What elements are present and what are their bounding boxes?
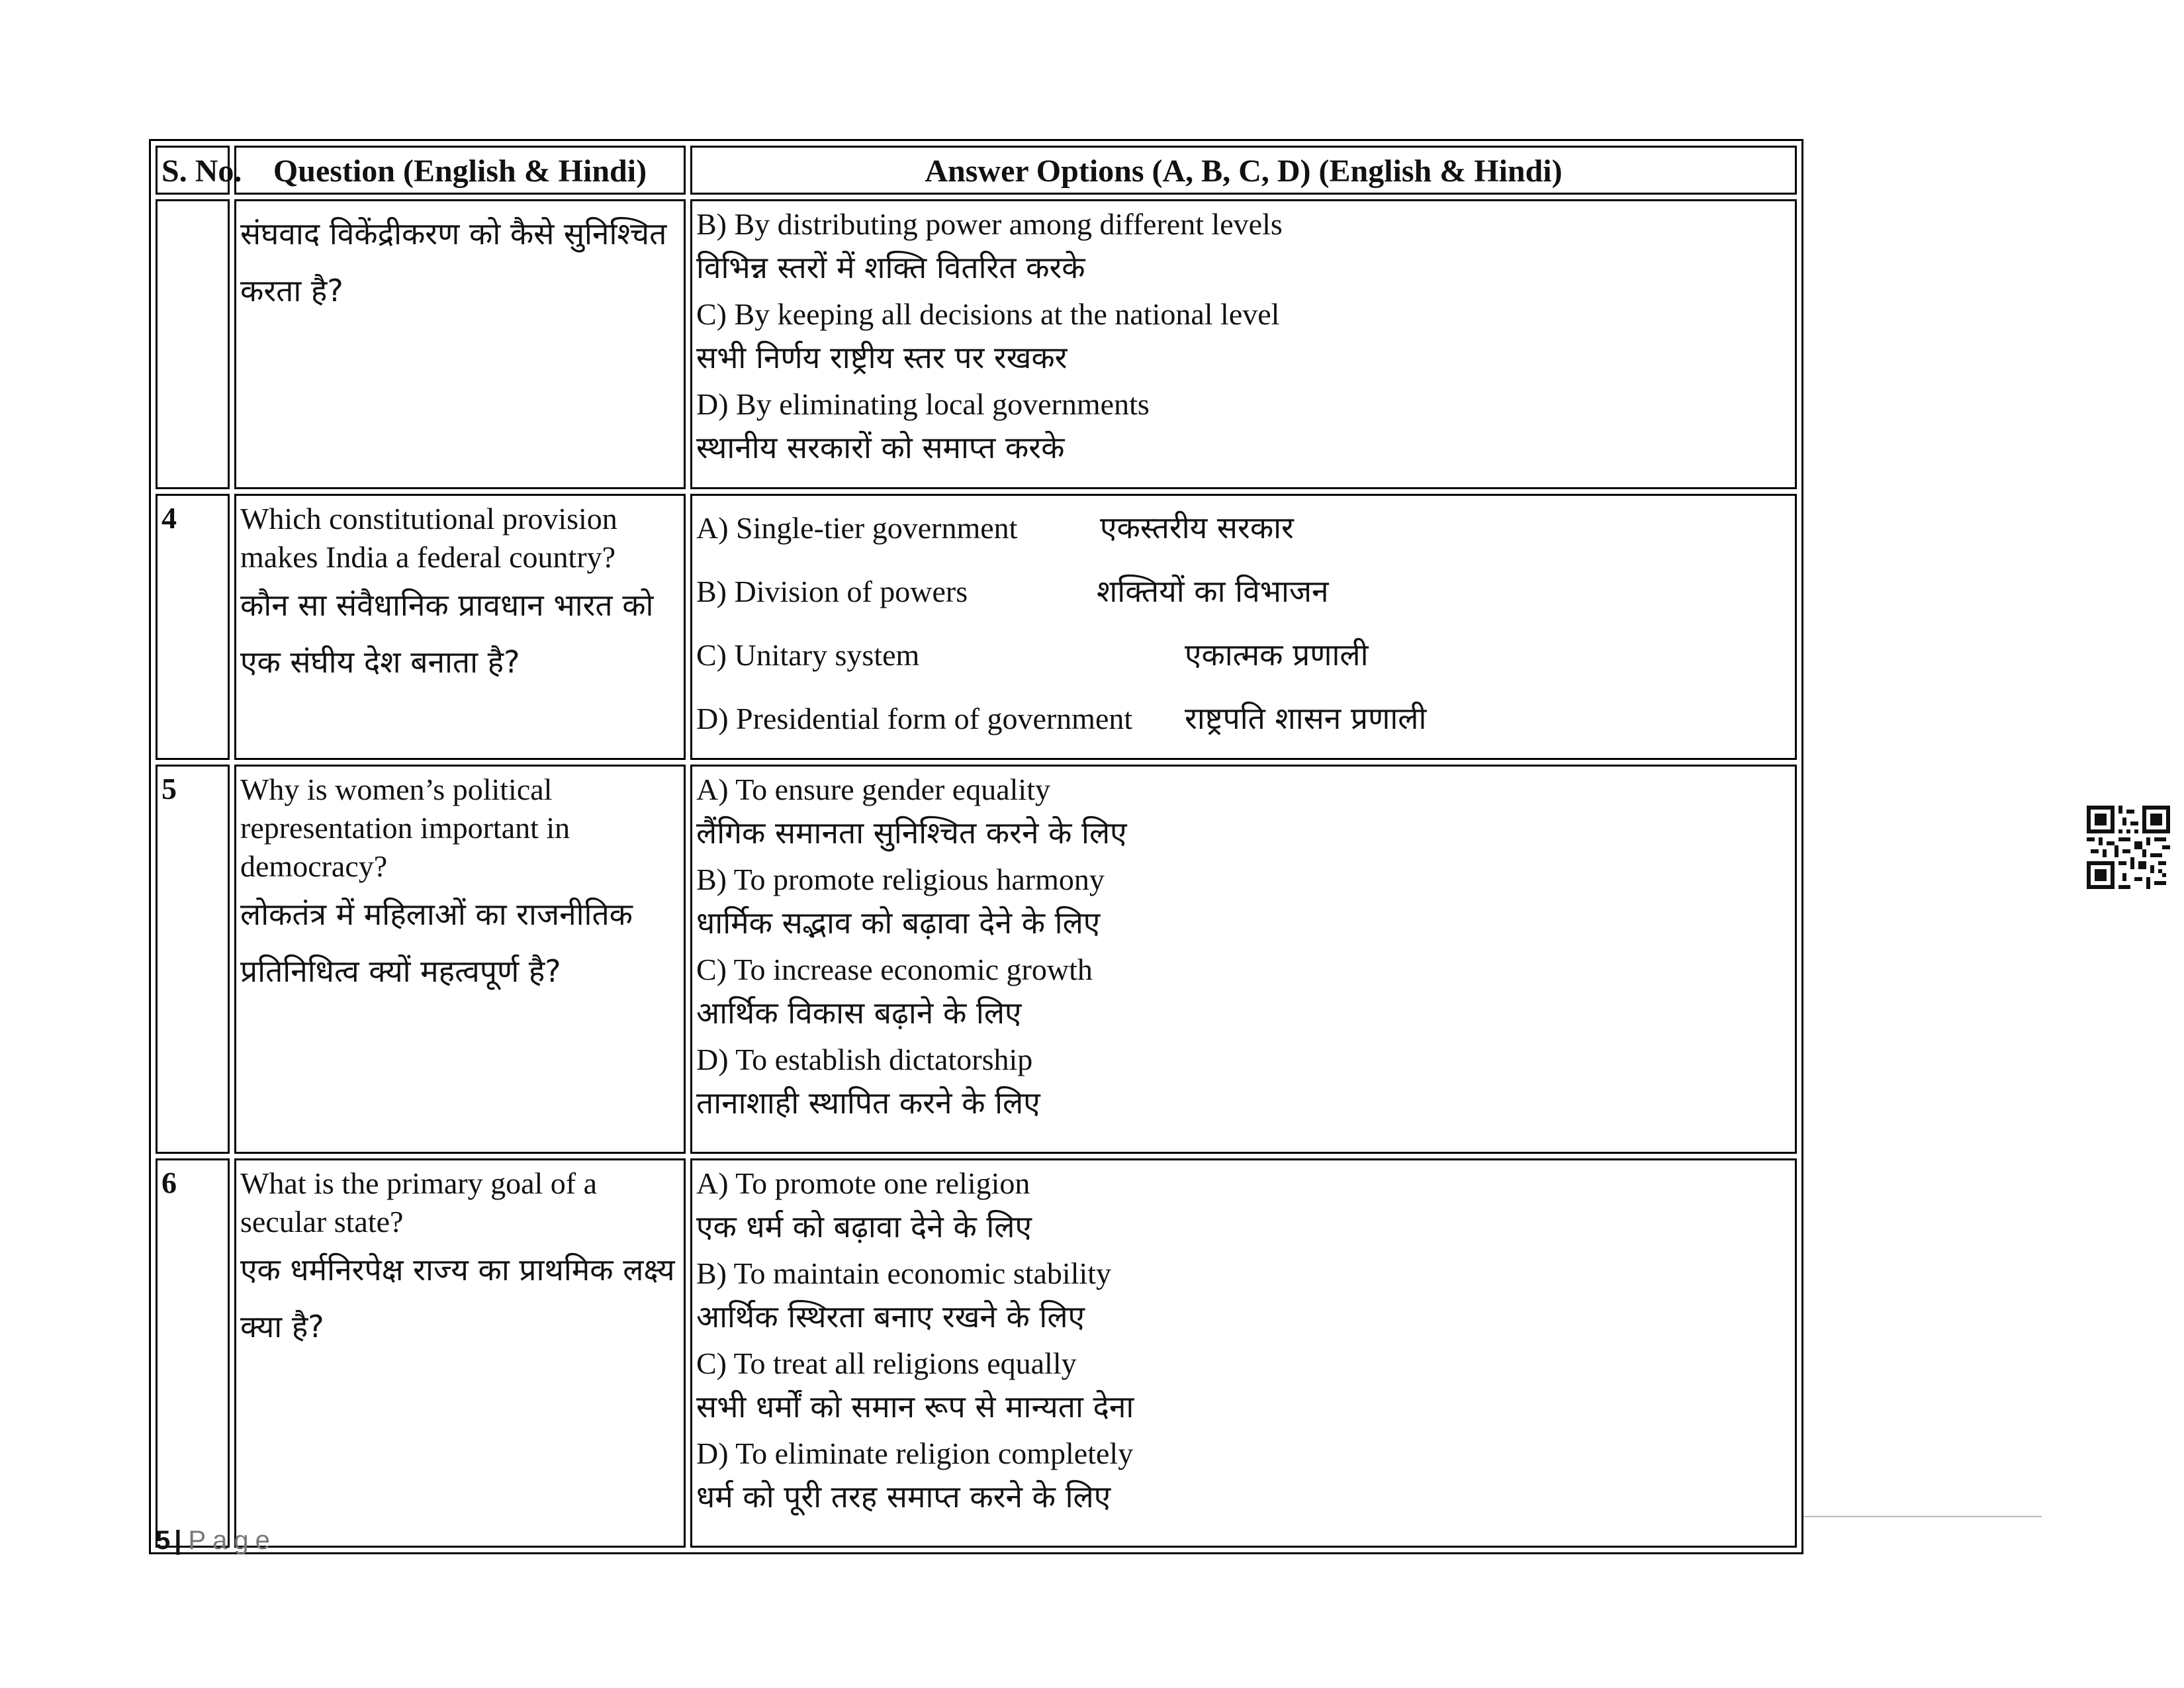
footer-separator: | xyxy=(174,1526,182,1555)
question-table xyxy=(149,139,1803,1554)
question-cell xyxy=(234,494,686,760)
answer-cell xyxy=(690,494,1797,760)
question-hindi: लोकतंत्र में महिलाओं का राजनीतिक प्रतिनिधित्व क्यों महत्वपूर्ण है? xyxy=(240,896,633,989)
option-english: B) By distributing power among different levels xyxy=(696,207,1283,241)
option-hindi: विभिन्न स्तरों में शक्ति वितरित करके xyxy=(696,250,1085,285)
question-cell xyxy=(234,765,686,1154)
row-sno xyxy=(156,199,230,489)
option-line xyxy=(696,563,1791,627)
option-english: D) Presidential form of government xyxy=(696,702,1133,735)
option-hindi: आर्थिक विकास बढ़ाने के लिए xyxy=(696,995,1022,1031)
table-row xyxy=(156,765,1797,1154)
page-number: 5 xyxy=(156,1526,171,1555)
option-hindi: धर्म को पूरी तरह समाप्त करने के लिए xyxy=(696,1479,1111,1515)
option-hindi: एकस्तरीय सरकार xyxy=(1100,510,1294,545)
option-hindi: स्थानीय सरकारों को समाप्त करके xyxy=(696,430,1065,465)
page-footer xyxy=(156,1526,277,1556)
option-english: C) By keeping all decisions at the national level xyxy=(696,297,1280,331)
question-english: Why is women’s political representation important in democracy? xyxy=(240,773,570,883)
option-hindi: राष्ट्रपति शासन प्रणाली xyxy=(1185,700,1427,736)
option-english: D) To eliminate religion completely xyxy=(696,1436,1134,1470)
option-line xyxy=(696,500,1791,563)
footer-divider xyxy=(1803,1516,2042,1517)
option-english: C) Unitary system xyxy=(696,638,920,672)
answer-cell xyxy=(690,199,1797,489)
option-english: B) To promote religious harmony xyxy=(696,863,1105,896)
option-english: A) To ensure gender equality xyxy=(696,773,1050,806)
option-english: A) To promote one religion xyxy=(696,1166,1030,1200)
option-english: B) To maintain economic stability xyxy=(696,1256,1112,1290)
answer-cell xyxy=(690,765,1797,1154)
option-english: B) Division of powers xyxy=(696,575,968,608)
option-hindi: आर्थिक स्थिरता बनाए रखने के लिए xyxy=(696,1299,1085,1335)
question-english: Which constitutional provision makes India a federal country? xyxy=(240,502,617,574)
row-sno: 6 xyxy=(156,1158,230,1548)
header-question: Question (English & Hindi) xyxy=(234,146,686,195)
option-line xyxy=(696,627,1791,690)
page-label: Page xyxy=(188,1526,277,1555)
question-cell xyxy=(234,1158,686,1548)
question-cell xyxy=(234,199,686,489)
option-hindi: एकात्मक प्रणाली xyxy=(1185,637,1369,673)
option-hindi: शक्तियों का विभाजन xyxy=(1097,573,1329,609)
option-english: C) To treat all religions equally xyxy=(696,1346,1077,1380)
question-hindi: कौन सा संवैधानिक प्रावधान भारत को एक संघीय देश बनाता है? xyxy=(240,587,654,680)
option-hindi: सभी धर्मों को समान रूप से मान्यता देना xyxy=(696,1389,1134,1425)
option-english: A) Single-tier government xyxy=(696,511,1018,545)
option-hindi: धार्मिक सद्भाव को बढ़ावा देने के लिए xyxy=(696,905,1101,941)
row-sno: 5 xyxy=(156,765,230,1154)
option-hindi: लैंगिक समानता सुनिश्चित करने के लिए xyxy=(696,815,1127,851)
question-hindi: एक धर्मनिरपेक्ष राज्य का प्राथमिक लक्ष्य क्या है? xyxy=(240,1252,675,1344)
option-line xyxy=(696,690,1791,754)
option-english: D) To establish dictatorship xyxy=(696,1043,1033,1076)
question-hindi: संघवाद विकेंद्रीकरण को कैसे सुनिश्चित करता है? xyxy=(240,216,667,308)
table-header-row xyxy=(156,146,1797,195)
answer-cell xyxy=(690,1158,1797,1548)
option-english: D) By eliminating local governments xyxy=(696,387,1150,421)
row-sno: 4 xyxy=(156,494,230,760)
option-hindi: तानाशाही स्थापित करने के लिए xyxy=(696,1085,1040,1121)
question-english: What is the primary goal of a secular state? xyxy=(240,1166,598,1239)
table-row xyxy=(156,1158,1797,1548)
table-row xyxy=(156,494,1797,760)
option-hindi: सभी निर्णय राष्ट्रीय स्तर पर रखकर xyxy=(696,340,1068,375)
qr-code-icon xyxy=(2087,806,2170,889)
option-english: C) To increase economic growth xyxy=(696,953,1093,986)
option-hindi: एक धर्म को बढ़ावा देने के लिए xyxy=(696,1209,1032,1244)
table-row xyxy=(156,199,1797,489)
header-answers: Answer Options (A, B, C, D) (English & Hindi) xyxy=(690,146,1797,195)
header-sno: S. No. xyxy=(156,146,230,195)
